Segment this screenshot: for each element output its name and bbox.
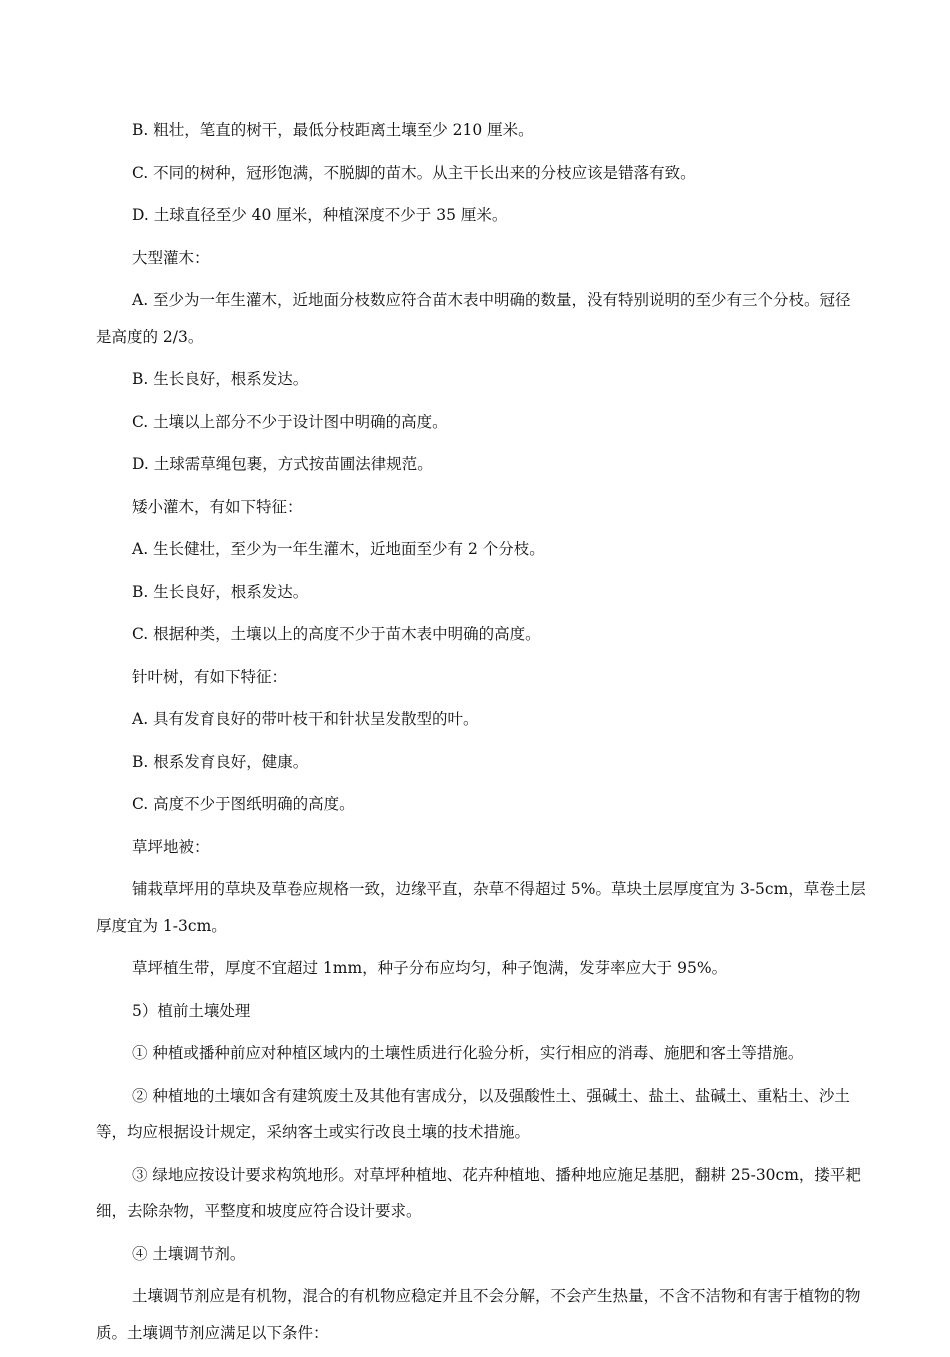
paragraph: ① 种植或播种前应对种植区域内的土壤性质进行化验分析，实行相应的消毒、施肥和客土等措施。 <box>132 1044 804 1062</box>
paragraph: C. 根据种类，土壤以上的高度不少于苗木表中明确的高度。 <box>132 625 541 643</box>
paragraph: B. 生长良好，根系发达。 <box>132 582 309 601</box>
paragraph: 草坪植生带，厚度不宜超过 1mm，种子分布应均匀，种子饱满，发芽率应大于 95%。 <box>132 959 728 977</box>
section-heading: 大型灌木： <box>132 248 210 267</box>
paragraph: B. 粗壮，笔直的树干，最低分枝距离土壤至少 210 厘米。 <box>132 121 534 139</box>
paragraph: B. 生长良好，根系发达。 <box>132 370 309 388</box>
paragraph: B. 根系发育良好，健康。 <box>132 752 309 771</box>
paragraph: ④ 土壤调节剂。 <box>132 1244 246 1263</box>
paragraph: C. 土壤以上部分不少于设计图中明确的高度。 <box>132 412 448 431</box>
document-body <box>96 112 866 1357</box>
paragraph: C. 高度不少于图纸明确的高度。 <box>132 795 355 813</box>
paragraph: C. 不同的树种，冠形饱满，不脱脚的苗木。从主干长出来的分枝应该是错落有致。 <box>132 163 696 182</box>
section-heading: 草坪地被： <box>132 837 210 856</box>
paragraph: A. 具有发育良好的带叶枝干和针状呈发散型的叶。 <box>132 710 479 728</box>
paragraph: ② 种植地的土壤如含有建筑废土及其他有害成分，以及强酸性土、强碱土、盐土、盐碱土、重粘土、沙土等，均应根据设计规定，采纳客土或实行改良土壤的技术措施。 <box>96 1086 850 1141</box>
paragraph: D. 土球需草绳包裹，方式按苗圃法律规范。 <box>132 455 433 473</box>
paragraph: D. 土球直径至少 40 厘米，种植深度不少于 35 厘米。 <box>132 206 508 224</box>
paragraph: ③ 绿地应按设计要求构筑地形。对草坪种植地、花卉种植地、播种地应施足基肥，翻耕 25-30cm，搂平耙细，去除杂物，平整度和坡度应符合设计要求。 <box>96 1165 861 1220</box>
paragraph: 铺栽草坪用的草块及草卷应规格一致，边缘平直，杂草不得超过 5%。草块土层厚度宜为 3-5cm，草卷土层厚度宜为 1-3cm。 <box>96 880 866 935</box>
paragraph: A. 生长健壮，至少为一年生灌木，近地面至少有 2 个分枝。 <box>132 540 545 558</box>
paragraph: A. 至少为一年生灌木，近地面分枝数应符合苗木表中明确的数量，没有特别说明的至少有三个分枝。冠径是高度的 2/3。 <box>96 291 851 346</box>
section-heading: 5）植前土壤处理 <box>132 1001 251 1020</box>
paragraph: 土壤调节剂应是有机物，混合的有机物应稳定并且不会分解，不会产生热量，不含不洁物和有害于植物的物质。土壤调节剂应满足以下条件： <box>96 1287 861 1342</box>
section-heading: 针叶树，有如下特征： <box>132 667 288 686</box>
section-heading: 矮小灌木，有如下特征： <box>132 497 303 516</box>
